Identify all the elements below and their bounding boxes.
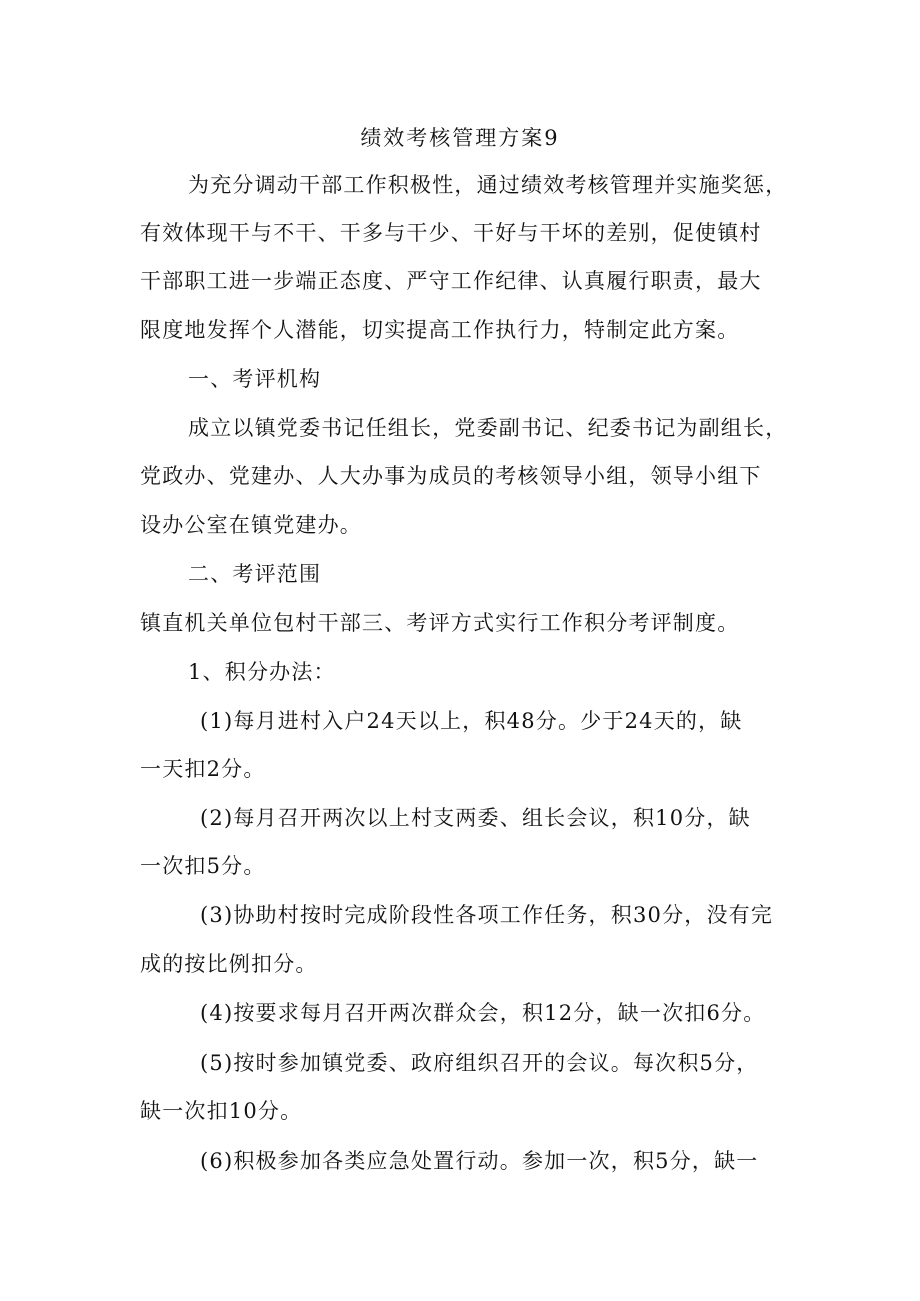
list-item-line: 缺一次扣10分。 [140,1099,303,1123]
subsection-heading: 1、积分办法： [188,660,336,684]
section-heading: 二、考评范围 [188,562,322,586]
list-item-line: 一天扣2分。 [140,757,266,781]
section-heading: 一、考评机构 [188,367,322,391]
paragraph-line: 镇直机关单位包村干部三、考评方式实行工作积分考评制度。 [140,611,740,635]
paragraph-line: 党政办、党建办、人大办事为成员的考核领导小组，领导小组下 [140,464,762,488]
paragraph-line: 成立以镇党委书记任组长，党委副书记、纪委书记为副组长， [188,416,788,440]
list-item-line: (1)每月进村入户24天以上，积48分。少于24天的，缺 [200,709,743,733]
paragraph-line: 干部职工进一步端正态度、严守工作纪律、认真履行职责，最大 [140,269,762,293]
list-item-line: (2)每月召开两次以上村支两委、组长会议，积10分，缺 [200,806,751,830]
list-item-line: 一次扣5分。 [140,854,266,878]
paragraph-line: 设办公室在镇党建办。 [140,513,362,537]
paragraph-line: 限度地发挥个人潜能，切实提高工作执行力，特制定此方案。 [140,318,740,342]
paragraph-line: 为充分调动干部工作积极性，通过绩效考核管理并实施奖惩， [188,173,788,197]
paragraph-line: 有效体现干与不干、干多与干少、干好与干坏的差别，促使镇村 [140,221,762,245]
document-title: 绩效考核管理方案9 [360,126,560,150]
list-item-line: 成的按比例扣分。 [140,952,318,976]
list-item-line: (3)协助村按时完成阶段性各项工作任务，积30分，没有完 [200,903,774,927]
list-item-line: (4)按要求每月召开两次群众会，积12分，缺一次扣6分。 [200,1001,766,1025]
list-item-line: (6)积极参加各类应急处置行动。参加一次，积5分，缺一 [200,1149,759,1173]
list-item-line: (5)按时参加镇党委、政府组织召开的会议。每次积5分， [200,1051,759,1075]
